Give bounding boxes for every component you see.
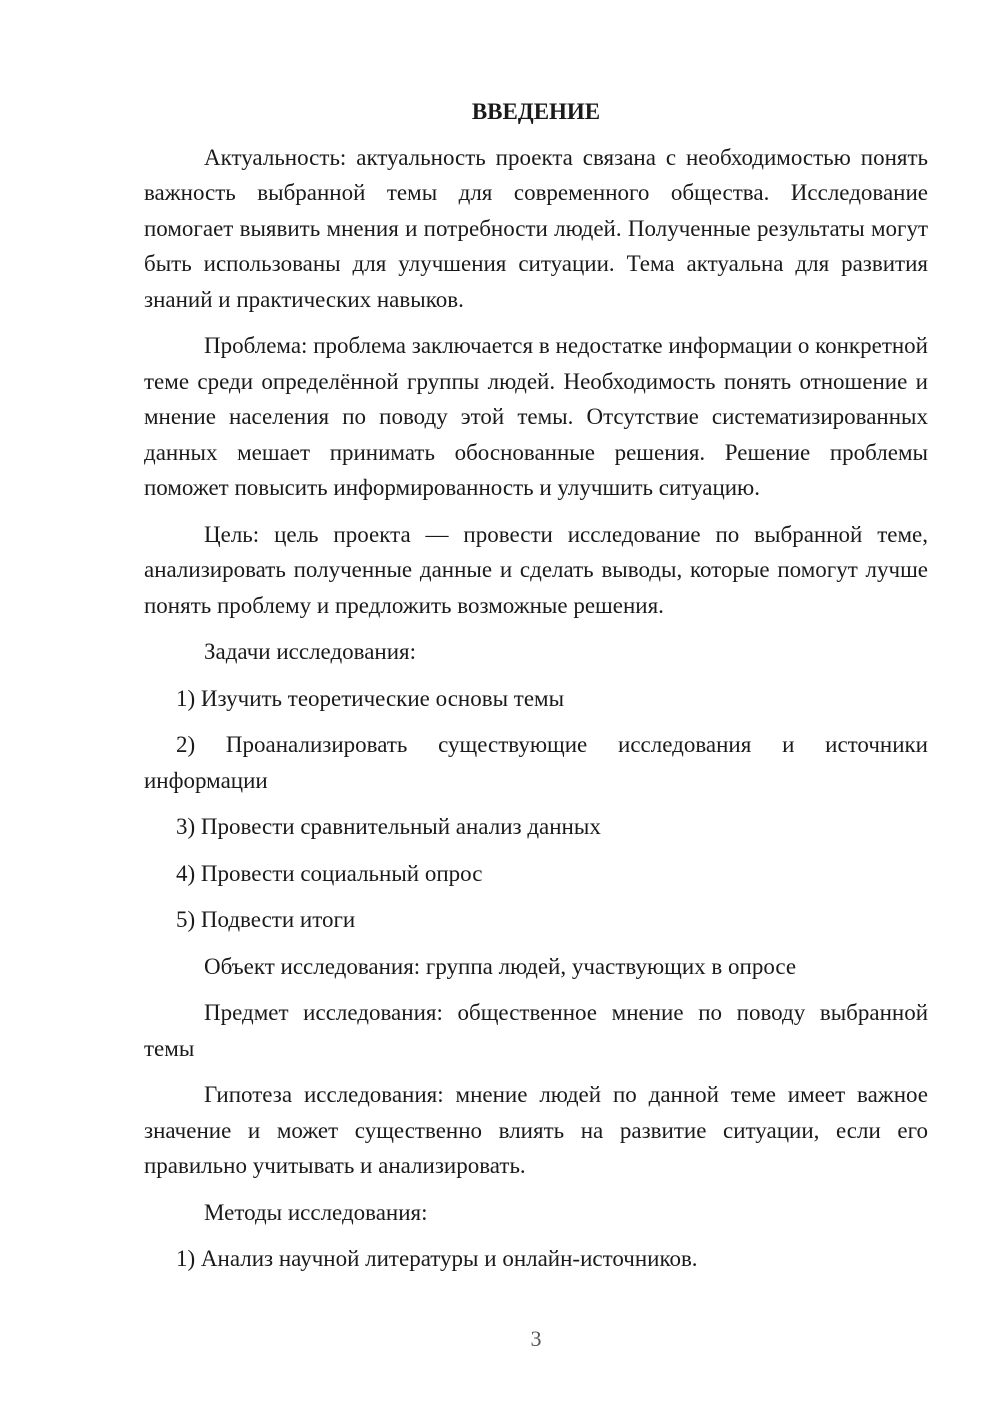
task-item-2: 2) Проанализировать существующие исследования и источники информации	[144, 732, 928, 793]
task-item-3: 3) Провести сравнительный анализ данных	[176, 814, 601, 839]
object-paragraph: Объект исследования: группа людей, участвующих в опросе	[204, 953, 797, 979]
task-item-1: 1) Изучить теоретические основы темы	[176, 685, 565, 711]
methods-heading: Методы исследования:	[204, 1199, 428, 1225]
document-page	[144, 94, 928, 1288]
relevance-paragraph: Актуальность: актуальность проекта связана с необходимостью понять важность выбранной темы для современного общества. Исследование помогает выявить мнения и потребности людей. Полученные результаты могут быть использованы для улучшения ситуации. Тема актуальна для развития знаний и практических навыков.	[144, 144, 928, 312]
document-title: ВВЕДЕНИЕ	[471, 99, 601, 124]
page-number: 3	[530, 1326, 542, 1351]
goal-paragraph: Цель: цель проекта — провести исследование по выбранной теме, анализировать полученные данные и сделать выводы, которые помогут лучше понять проблему и предложить возможные решения.	[144, 521, 928, 618]
subject-paragraph: Предмет исследования: общественное мнение по поводу выбранной темы	[144, 1000, 928, 1061]
method-item-1: 1) Анализ научной литературы и онлайн-источников.	[176, 1246, 698, 1271]
task-item-5: 5) Подвести итоги	[176, 907, 356, 932]
task-item-4: 4) Провести социальный опрос	[176, 860, 483, 886]
hypothesis-paragraph: Гипотеза исследования: мнение людей по данной теме имеет важное значение и может существенно влиять на развитие ситуации, если его правильно учитывать и анализировать.	[144, 1082, 928, 1178]
tasks-heading: Задачи исследования:	[204, 639, 417, 664]
problem-paragraph: Проблема: проблема заключается в недостатке информации о конкретной теме среди определённой группы людей. Необходимость понять отношение и мнение населения по поводу этой темы. Отсутствие систематизированных данных мешает принимать обоснованные решения. Решение проблемы поможет повысить информированность и улучшить ситуацию.	[144, 333, 928, 500]
